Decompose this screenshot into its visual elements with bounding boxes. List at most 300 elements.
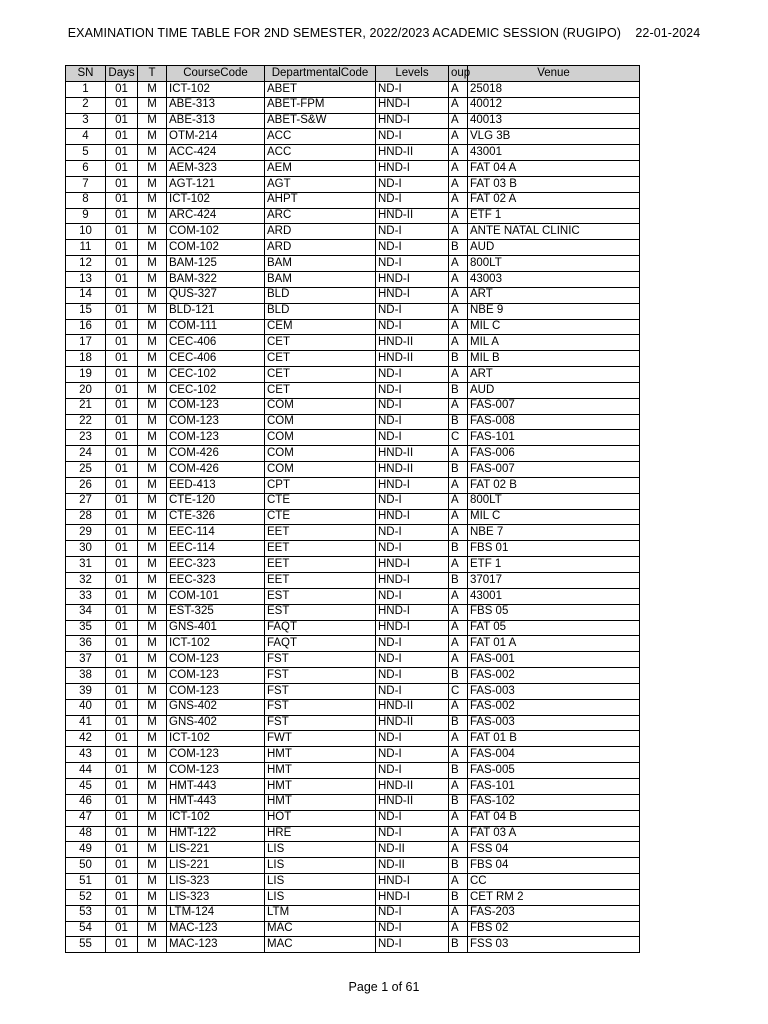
days-cell: 01 <box>106 208 138 224</box>
table-row <box>66 414 640 430</box>
course-code-cell: GNS-401 <box>167 620 265 636</box>
departmental-code-cell: FST <box>265 652 376 668</box>
days-cell: 01 <box>106 525 138 541</box>
days-cell: 01 <box>106 636 138 652</box>
venue-cell: MIL C <box>468 319 640 335</box>
departmental-code-cell: ACC <box>265 129 376 145</box>
column-header-venue: Venue <box>468 66 640 82</box>
table-row <box>66 604 640 620</box>
sn-cell: 15 <box>66 303 106 319</box>
t-cell: M <box>138 715 167 731</box>
t-cell: M <box>138 97 167 113</box>
table-row <box>66 113 640 129</box>
t-cell: M <box>138 129 167 145</box>
sn-cell: 34 <box>66 604 106 620</box>
departmental-code-cell: ACC <box>265 145 376 161</box>
levels-cell: ND-I <box>376 398 449 414</box>
venue-cell: FBS 02 <box>468 921 640 937</box>
levels-cell: ND-I <box>376 525 449 541</box>
t-cell: M <box>138 699 167 715</box>
levels-cell: ND-I <box>376 541 449 557</box>
days-cell: 01 <box>106 287 138 303</box>
sn-cell: 27 <box>66 493 106 509</box>
days-cell: 01 <box>106 367 138 383</box>
table-row <box>66 557 640 573</box>
group-cell: A <box>449 176 468 192</box>
group-cell: B <box>449 858 468 874</box>
column-header-t: T <box>138 66 167 82</box>
venue-cell: FAS-007 <box>468 462 640 478</box>
levels-cell: ND-I <box>376 937 449 953</box>
group-cell: A <box>449 335 468 351</box>
course-code-cell: COM-123 <box>167 668 265 684</box>
days-cell: 01 <box>106 604 138 620</box>
course-code-cell: EEC-114 <box>167 525 265 541</box>
departmental-code-cell: COM <box>265 398 376 414</box>
table-row <box>66 683 640 699</box>
table-row <box>66 256 640 272</box>
levels-cell: ND-I <box>376 810 449 826</box>
days-cell: 01 <box>106 573 138 589</box>
group-cell: B <box>449 462 468 478</box>
course-code-cell: HMT-122 <box>167 826 265 842</box>
venue-cell: 800LT <box>468 493 640 509</box>
levels-cell: ND-I <box>376 367 449 383</box>
group-cell: A <box>449 192 468 208</box>
levels-cell: HND-II <box>376 715 449 731</box>
course-code-cell: ACC-424 <box>167 145 265 161</box>
departmental-code-cell: LIS <box>265 842 376 858</box>
group-cell: A <box>449 319 468 335</box>
days-cell: 01 <box>106 113 138 129</box>
t-cell: M <box>138 858 167 874</box>
days-cell: 01 <box>106 129 138 145</box>
table-row <box>66 97 640 113</box>
t-cell: M <box>138 636 167 652</box>
column-header-coursecode: CourseCode <box>167 66 265 82</box>
venue-cell: ART <box>468 367 640 383</box>
days-cell: 01 <box>106 588 138 604</box>
t-cell: M <box>138 573 167 589</box>
levels-cell: ND-I <box>376 683 449 699</box>
course-code-cell: EEC-323 <box>167 557 265 573</box>
sn-cell: 33 <box>66 588 106 604</box>
table-row <box>66 367 640 383</box>
sn-cell: 9 <box>66 208 106 224</box>
sn-cell: 14 <box>66 287 106 303</box>
days-cell: 01 <box>106 240 138 256</box>
t-cell: M <box>138 113 167 129</box>
course-code-cell: BAM-322 <box>167 271 265 287</box>
course-code-cell: LIS-221 <box>167 858 265 874</box>
t-cell: M <box>138 462 167 478</box>
levels-cell: HND-I <box>376 874 449 890</box>
t-cell: M <box>138 921 167 937</box>
table-row <box>66 858 640 874</box>
levels-cell: HND-I <box>376 889 449 905</box>
sn-cell: 13 <box>66 271 106 287</box>
course-code-cell: LIS-323 <box>167 889 265 905</box>
group-cell: B <box>449 382 468 398</box>
group-cell: B <box>449 763 468 779</box>
venue-cell: FAT 02 B <box>468 477 640 493</box>
t-cell: M <box>138 493 167 509</box>
table-row <box>66 921 640 937</box>
sn-cell: 36 <box>66 636 106 652</box>
group-cell: A <box>449 699 468 715</box>
course-code-cell: BAM-125 <box>167 256 265 272</box>
t-cell: M <box>138 889 167 905</box>
venue-cell: ETF 1 <box>468 208 640 224</box>
levels-cell: ND-I <box>376 414 449 430</box>
table-row <box>66 129 640 145</box>
group-cell: A <box>449 271 468 287</box>
table-row <box>66 636 640 652</box>
group-cell: A <box>449 652 468 668</box>
t-cell: M <box>138 303 167 319</box>
column-header-group: oup <box>449 66 468 82</box>
course-code-cell: MAC-123 <box>167 921 265 937</box>
group-cell: A <box>449 493 468 509</box>
group-cell: A <box>449 588 468 604</box>
course-code-cell: BLD-121 <box>167 303 265 319</box>
group-cell: A <box>449 620 468 636</box>
days-cell: 01 <box>106 351 138 367</box>
days-cell: 01 <box>106 97 138 113</box>
group-cell: A <box>449 287 468 303</box>
venue-cell: FBS 01 <box>468 541 640 557</box>
departmental-code-cell: EET <box>265 557 376 573</box>
table-body <box>66 81 640 952</box>
departmental-code-cell: COM <box>265 414 376 430</box>
t-cell: M <box>138 430 167 446</box>
levels-cell: ND-I <box>376 240 449 256</box>
table-row <box>66 842 640 858</box>
sn-cell: 10 <box>66 224 106 240</box>
departmental-code-cell: BAM <box>265 256 376 272</box>
table-row <box>66 715 640 731</box>
sn-cell: 18 <box>66 351 106 367</box>
sn-cell: 11 <box>66 240 106 256</box>
course-code-cell: CTE-120 <box>167 493 265 509</box>
days-cell: 01 <box>106 145 138 161</box>
departmental-code-cell: BAM <box>265 271 376 287</box>
departmental-code-cell: FAQT <box>265 620 376 636</box>
levels-cell: ND-I <box>376 430 449 446</box>
venue-cell: CC <box>468 874 640 890</box>
sn-cell: 25 <box>66 462 106 478</box>
levels-cell: ND-I <box>376 81 449 97</box>
table-row <box>66 763 640 779</box>
levels-cell: ND-I <box>376 921 449 937</box>
sn-cell: 48 <box>66 826 106 842</box>
venue-cell: NBE 7 <box>468 525 640 541</box>
course-code-cell: LIS-323 <box>167 874 265 890</box>
group-cell: A <box>449 826 468 842</box>
departmental-code-cell: FST <box>265 683 376 699</box>
t-cell: M <box>138 287 167 303</box>
table-row <box>66 382 640 398</box>
departmental-code-cell: ARD <box>265 224 376 240</box>
sn-cell: 16 <box>66 319 106 335</box>
departmental-code-cell: CTE <box>265 493 376 509</box>
t-cell: M <box>138 335 167 351</box>
t-cell: M <box>138 652 167 668</box>
departmental-code-cell: EET <box>265 525 376 541</box>
departmental-code-cell: BLD <box>265 287 376 303</box>
table-row <box>66 937 640 953</box>
sn-cell: 30 <box>66 541 106 557</box>
sn-cell: 20 <box>66 382 106 398</box>
days-cell: 01 <box>106 858 138 874</box>
levels-cell: ND-I <box>376 731 449 747</box>
t-cell: M <box>138 145 167 161</box>
group-cell: A <box>449 921 468 937</box>
venue-cell: NBE 9 <box>468 303 640 319</box>
levels-cell: HND-II <box>376 351 449 367</box>
venue-cell: FAS-003 <box>468 715 640 731</box>
departmental-code-cell: HMT <box>265 794 376 810</box>
table-row <box>66 620 640 636</box>
departmental-code-cell: LIS <box>265 889 376 905</box>
days-cell: 01 <box>106 874 138 890</box>
course-code-cell: COM-123 <box>167 398 265 414</box>
group-cell: A <box>449 636 468 652</box>
course-code-cell: ABE-313 <box>167 97 265 113</box>
days-cell: 01 <box>106 256 138 272</box>
course-code-cell: HMT-443 <box>167 794 265 810</box>
group-cell: C <box>449 430 468 446</box>
levels-cell: HND-I <box>376 620 449 636</box>
levels-cell: HND-I <box>376 161 449 177</box>
levels-cell: HND-I <box>376 287 449 303</box>
venue-cell: FAS-002 <box>468 668 640 684</box>
table-row <box>66 525 640 541</box>
table-row <box>66 161 640 177</box>
t-cell: M <box>138 398 167 414</box>
sn-cell: 24 <box>66 446 106 462</box>
sn-cell: 4 <box>66 129 106 145</box>
group-cell: A <box>449 224 468 240</box>
levels-cell: ND-I <box>376 668 449 684</box>
levels-cell: ND-I <box>376 319 449 335</box>
table-row <box>66 430 640 446</box>
table-row <box>66 794 640 810</box>
departmental-code-cell: MAC <box>265 921 376 937</box>
group-cell: A <box>449 161 468 177</box>
departmental-code-cell: CET <box>265 351 376 367</box>
course-code-cell: COM-123 <box>167 763 265 779</box>
venue-cell: FAT 02 A <box>468 192 640 208</box>
venue-cell: 40013 <box>468 113 640 129</box>
t-cell: M <box>138 826 167 842</box>
course-code-cell: EEC-114 <box>167 541 265 557</box>
levels-cell: HND-I <box>376 509 449 525</box>
group-cell: A <box>449 367 468 383</box>
venue-cell: ART <box>468 287 640 303</box>
group-cell: A <box>449 145 468 161</box>
course-code-cell: HMT-443 <box>167 778 265 794</box>
days-cell: 01 <box>106 192 138 208</box>
course-code-cell: COM-123 <box>167 747 265 763</box>
departmental-code-cell: LIS <box>265 858 376 874</box>
t-cell: M <box>138 778 167 794</box>
departmental-code-cell: CET <box>265 382 376 398</box>
departmental-code-cell: EST <box>265 588 376 604</box>
t-cell: M <box>138 842 167 858</box>
t-cell: M <box>138 446 167 462</box>
venue-cell: FAS-002 <box>468 699 640 715</box>
levels-cell: ND-I <box>376 636 449 652</box>
levels-cell: HND-II <box>376 145 449 161</box>
levels-cell: ND-I <box>376 192 449 208</box>
venue-cell: FAT 03 B <box>468 176 640 192</box>
table-row <box>66 271 640 287</box>
course-code-cell: EST-325 <box>167 604 265 620</box>
days-cell: 01 <box>106 382 138 398</box>
table-row <box>66 747 640 763</box>
table-row <box>66 652 640 668</box>
table-row <box>66 145 640 161</box>
group-cell: B <box>449 573 468 589</box>
course-code-cell: AEM-323 <box>167 161 265 177</box>
venue-cell: 43001 <box>468 588 640 604</box>
departmental-code-cell: LIS <box>265 874 376 890</box>
days-cell: 01 <box>106 715 138 731</box>
t-cell: M <box>138 810 167 826</box>
group-cell: B <box>449 668 468 684</box>
column-header-departmentalcode: DepartmentalCode <box>265 66 376 82</box>
course-code-cell: ICT-102 <box>167 81 265 97</box>
levels-cell: ND-II <box>376 842 449 858</box>
table-row <box>66 826 640 842</box>
course-code-cell: ICT-102 <box>167 731 265 747</box>
venue-cell: 43003 <box>468 271 640 287</box>
venue-cell: FAS-007 <box>468 398 640 414</box>
levels-cell: ND-I <box>376 493 449 509</box>
days-cell: 01 <box>106 889 138 905</box>
levels-cell: ND-I <box>376 303 449 319</box>
departmental-code-cell: HMT <box>265 763 376 779</box>
course-code-cell: GNS-402 <box>167 715 265 731</box>
t-cell: M <box>138 208 167 224</box>
sn-cell: 37 <box>66 652 106 668</box>
days-cell: 01 <box>106 81 138 97</box>
days-cell: 01 <box>106 731 138 747</box>
group-cell: B <box>449 715 468 731</box>
venue-cell: ANTE NATAL CLINIC <box>468 224 640 240</box>
venue-cell: AUD <box>468 382 640 398</box>
group-cell: A <box>449 604 468 620</box>
course-code-cell: COM-123 <box>167 652 265 668</box>
departmental-code-cell: ABET-S&W <box>265 113 376 129</box>
venue-cell: ETF 1 <box>468 557 640 573</box>
days-cell: 01 <box>106 668 138 684</box>
t-cell: M <box>138 176 167 192</box>
course-code-cell: EEC-323 <box>167 573 265 589</box>
venue-cell: FBS 05 <box>468 604 640 620</box>
sn-cell: 31 <box>66 557 106 573</box>
table-row <box>66 335 640 351</box>
t-cell: M <box>138 161 167 177</box>
departmental-code-cell: ABET <box>265 81 376 97</box>
table-row <box>66 778 640 794</box>
course-code-cell: COM-101 <box>167 588 265 604</box>
table-row <box>66 668 640 684</box>
course-code-cell: COM-102 <box>167 224 265 240</box>
group-cell: B <box>449 240 468 256</box>
course-code-cell: COM-102 <box>167 240 265 256</box>
t-cell: M <box>138 874 167 890</box>
days-cell: 01 <box>106 493 138 509</box>
t-cell: M <box>138 557 167 573</box>
table-row <box>66 477 640 493</box>
levels-cell: HND-II <box>376 462 449 478</box>
group-cell: A <box>449 398 468 414</box>
group-cell: A <box>449 477 468 493</box>
days-cell: 01 <box>106 810 138 826</box>
venue-cell: FAT 03 A <box>468 826 640 842</box>
group-cell: B <box>449 794 468 810</box>
sn-cell: 42 <box>66 731 106 747</box>
t-cell: M <box>138 763 167 779</box>
venue-cell: FSS 03 <box>468 937 640 953</box>
levels-cell: HND-II <box>376 699 449 715</box>
table-row <box>66 224 640 240</box>
course-code-cell: ARC-424 <box>167 208 265 224</box>
levels-cell: HND-I <box>376 97 449 113</box>
group-cell: A <box>449 778 468 794</box>
sn-cell: 7 <box>66 176 106 192</box>
departmental-code-cell: FST <box>265 668 376 684</box>
levels-cell: HND-I <box>376 271 449 287</box>
table-row <box>66 462 640 478</box>
course-code-cell: CEC-102 <box>167 367 265 383</box>
group-cell: A <box>449 208 468 224</box>
days-cell: 01 <box>106 414 138 430</box>
departmental-code-cell: HMT <box>265 778 376 794</box>
table-row <box>66 208 640 224</box>
table-row <box>66 573 640 589</box>
departmental-code-cell: CTE <box>265 509 376 525</box>
t-cell: M <box>138 668 167 684</box>
group-cell: C <box>449 683 468 699</box>
departmental-code-cell: MAC <box>265 937 376 953</box>
t-cell: M <box>138 937 167 953</box>
group-cell: A <box>449 905 468 921</box>
days-cell: 01 <box>106 842 138 858</box>
group-cell: A <box>449 81 468 97</box>
t-cell: M <box>138 509 167 525</box>
departmental-code-cell: EST <box>265 604 376 620</box>
course-code-cell: LTM-124 <box>167 905 265 921</box>
course-code-cell: MAC-123 <box>167 937 265 953</box>
group-cell: A <box>449 97 468 113</box>
table-row <box>66 889 640 905</box>
venue-cell: FAT 04 B <box>468 810 640 826</box>
sn-cell: 29 <box>66 525 106 541</box>
table-row <box>66 446 640 462</box>
sn-cell: 43 <box>66 747 106 763</box>
departmental-code-cell: ARD <box>265 240 376 256</box>
departmental-code-cell: AEM <box>265 161 376 177</box>
levels-cell: ND-I <box>376 763 449 779</box>
venue-cell: FAS-003 <box>468 683 640 699</box>
levels-cell: ND-I <box>376 176 449 192</box>
departmental-code-cell: ARC <box>265 208 376 224</box>
table-row <box>66 192 640 208</box>
sn-cell: 19 <box>66 367 106 383</box>
